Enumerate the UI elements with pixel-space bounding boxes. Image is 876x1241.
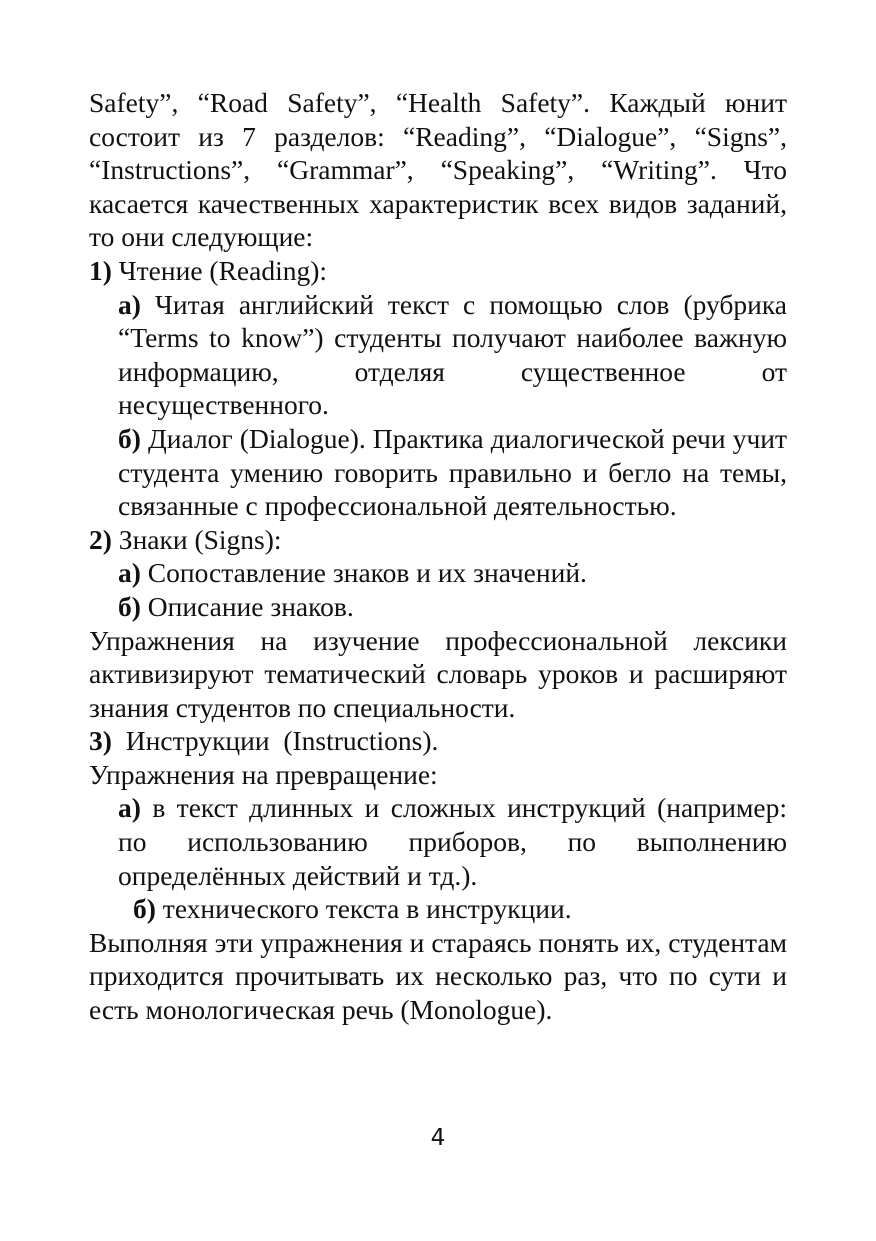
section-3b-text: технического текста в инструкции.: [162, 893, 572, 925]
vocabulary-paragraph: Упражнения на изучение профессиональной лексики активизируют тематический словарь уроков и расширяют знания студентов по специальности.: [89, 624, 787, 723]
section-3-number: 3): [89, 725, 112, 757]
section-3a-marker: а): [118, 792, 141, 824]
page-number: 4: [430, 1125, 446, 1151]
section-1a-text: Читая английский текст с помощью слов (рубрика “Terms to know”) студенты получают наиболее важную информацию, отделяя существенное от несущественного.: [118, 288, 787, 421]
page-body: [89, 86, 787, 1027]
section-1a-marker: а): [118, 288, 141, 320]
section-2-title: Знаки (Signs):: [118, 523, 282, 555]
section-1-heading: [89, 254, 787, 288]
section-3b-item: [89, 892, 787, 926]
section-3a-item: [89, 791, 787, 892]
section-2b-marker: б): [118, 590, 141, 622]
section-1b-text: Диалог (Dialogue). Практика диалогической речи учит студента умению говорить правильно и бегло на темы, связанные с профессиональной деятельностью.: [118, 422, 788, 522]
section-1b-marker: б): [118, 422, 141, 454]
conclusion-paragraph: Выполняя эти упражнения и стараясь понять их, студентам приходится прочитывать их несколько раз, что по сути и есть монологическая речь (Monologue).: [89, 926, 787, 1026]
section-1-title: Чтение (Reading):: [118, 254, 328, 286]
intro-paragraph: Safety”, “Road Safety”, “Health Safety”. Каждый юнит состоит из 7 разделов: “Reading”, “Dialogue”, “Signs”, “Instructions”, “Grammar”, “Speaking”, “Writing”. Что касается качественных характеристик всех видов заданий, то они следующие:: [89, 87, 787, 253]
section-2a-item: [89, 556, 787, 590]
section-2-number: 2): [89, 523, 112, 555]
section-3-title: Инструкции (Instructions).: [125, 725, 439, 757]
section-2b-text: Описание знаков.: [147, 590, 354, 622]
section-3-heading: [89, 724, 787, 758]
section-1-number: 1): [89, 254, 112, 286]
section-2b-item: [89, 590, 787, 624]
section-2a-marker: а): [118, 557, 141, 589]
transform-paragraph: Упражнения на превращение:: [89, 758, 438, 790]
section-2-heading: [89, 523, 787, 557]
section-1b-item: [89, 422, 787, 523]
section-2a-text: Сопоставление знаков и их значений.: [147, 557, 587, 589]
section-3b-marker: б): [133, 893, 156, 925]
section-3a-text: в текст длинных и сложных инструкций (например: по использованию приборов, по выполнению определённых действий и тд.).: [118, 792, 787, 891]
section-1a-item: [89, 288, 787, 422]
